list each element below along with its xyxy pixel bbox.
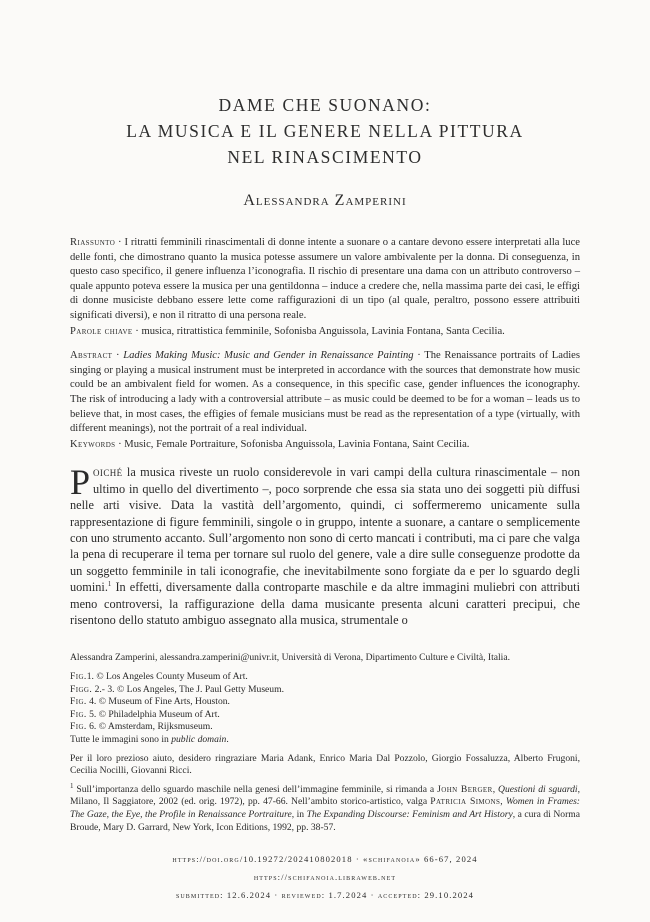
acknowledgements: Per il loro prezioso aiuto, desidero ringraziare Maria Adank, Enrico Maria Dal Pozzolo, Giorgio Fossaluzza, Alberto Frugoni, Cecilia Nocilli, Giovanni Ricci. [70, 752, 580, 777]
footnote-title: Women in Frames: The Gaze, the Eye, the Profile in Renaissance Portraiture [70, 796, 580, 820]
credit-line [70, 671, 580, 684]
credit-line [70, 684, 580, 697]
footnotes-section [70, 652, 580, 834]
parole-chiave-paragraph [70, 325, 580, 340]
footnote-author: John Berger [437, 783, 493, 795]
footnote-reference[interactable]: 1 [107, 580, 112, 589]
abstract-label: Abstract [70, 350, 113, 362]
abstract-separator: · [112, 350, 124, 362]
footnote-text: , in [291, 808, 307, 820]
body-text-part-1: la musica riveste un ruolo considerevole in vari campi della cultura rinascimentale – non ultimo in quello del divertimento –, poco sorprende che essa sia stata uno dei soggetti più diffusi nelle arti visive. Data la vastità dell’argomento, quindi, ci soffermeremo unicamente sulla rappresentazione di figure femminili, singole o in gruppo, intente a suonare, a cantare o semplicemente con uno strumento accanto. Sull’argomento non sono di certo mancati i contributi, ma ci pare che valga la pena di recuperare il tema per tornare sul ruolo del genere, vale a dire sulle conseguenze prodotte da un soggetto femminile in tali iconografie, che inevitabilmente sono forgiate da e per lo sguardo degli uomini. [70, 465, 580, 595]
author-name: Alessandra Zamperini [243, 192, 407, 209]
credit-text: 5. © Philadelphia Museum of Art. [86, 708, 220, 720]
riassunto-label: Riassunto [70, 237, 116, 248]
abstract-paragraph [70, 349, 580, 437]
abstract-section [70, 236, 580, 452]
public-domain-prefix: Tutte le immagini sono in [70, 733, 172, 745]
footnote-text: , [500, 796, 506, 808]
footnote-text: , [492, 783, 499, 795]
credit-line [70, 721, 580, 734]
doi-link[interactable]: https://doi.org/10.19272/202410802018 · «schifanoia» 66-67, 2024 [172, 854, 478, 865]
public-domain-suffix: . [226, 733, 229, 745]
affiliation: Alessandra Zamperini, alessandra.zamperini@univr.it, Università di Verona, Dipartimento Culture e Civiltà, Italia. [70, 652, 510, 664]
credit-line [70, 709, 580, 722]
footnote-text: , a cura di Norma Broude, Mary D. Garrard, New York, Icon Editions, 1992, pp. 38-57. [70, 808, 580, 833]
keywords-text: · Music, Female Portraiture, Sofonisba Anguissola, Lavinia Fontana, Saint Cecilia. [115, 438, 470, 450]
footnote-number: 1 [70, 781, 74, 790]
title-line-2: LA MUSICA E IL GENERE NELLA PITTURA [126, 121, 524, 141]
footnote-text: Sull’importanza dello sguardo maschile nella genesi dell’immagine femminile, si rimanda a [73, 783, 438, 795]
keywords-paragraph [70, 438, 580, 453]
credit-label: Fig. [70, 708, 87, 720]
submission-dates: submitted: 12.6.2024 · reviewed: 1.7.2024 · accepted: 29.10.2024 [175, 890, 475, 901]
keywords-label: Keywords [70, 438, 116, 450]
title-line-3: NEL RINASCIMENTO [227, 147, 423, 167]
riassunto-paragraph [70, 236, 580, 324]
parole-chiave-label: Parole chiave [70, 325, 133, 337]
credit-text: 2.- 3. © Los Angeles, The J. Paul Getty Museum. [92, 683, 284, 695]
page-footer [70, 852, 580, 903]
credit-label: Fig. [70, 670, 87, 682]
drop-cap: P [70, 462, 91, 503]
website-link[interactable]: https://schifanoia.libraweb.net [253, 872, 397, 883]
article-title [70, 92, 580, 170]
credit-label: Fig. [70, 721, 87, 733]
riassunto-text: · I ritratti femminili rinascimentali di donne intente a suonare o a cantare devono essere interpretati alla luce delle fonti, che dimostrano quanto la musica potesse assumere un valore ambivalente per la donna. Di conseguenza, in questo caso specifico, il genere influenza l’iconografia. Il rischio di presentare una dama con un attributo controverso – quale appunto poteva essere la musica per una gentildonna – induce a credere che, nella massima parte dei casi, le effigi di donne musiciste debbano essere lette come raffigurazioni di un tipo (al quale, peraltro, possono essere attribuiti significati diversi), e non il ritratto di una persona reale. [70, 237, 580, 321]
credits-block [70, 652, 580, 746]
parole-chiave-text: · musica, ritrattistica femminile, Sofonisba Anguissola, Lavinia Fontana, Santa Cecilia. [132, 325, 505, 337]
article-page [70, 0, 580, 906]
body-text [70, 464, 580, 628]
credit-text: 6. © Amsterdam, Rijksmuseum. [86, 721, 213, 733]
public-domain-italic: public domain [171, 733, 227, 745]
credit-label: Figg. [70, 683, 93, 695]
body-text-part-2: In effetti, diversamente dalla controparte maschile e da altre immagini muliebri con attributi meno controversi, la raffigurazione della dama musicante presenta alcuni caratteri precipui, che risentono dello statuto ambiguo assegnato alla musica, strumentale o [70, 580, 580, 627]
abstract-title: Ladies Making Music: Music and Gender in Renaissance Painting [123, 350, 414, 362]
footnote-author: Patricia Simons [430, 796, 501, 808]
footnote-title: The Expanding Discourse: Feminism and Art History [306, 808, 513, 820]
abstract-text: · The Renaissance portraits of Ladies singing or playing a musical instrument must be interpreted in accordance with the sources that demonstrate how music could be an ambivalent field for women. As a consequence, in this specific case, gender influences the iconography. The risk of introducing a lady with a controversial attribute – as music could be deemed to be for a woman – leads us to believe that, in most cases, the effigies of female musicians must be read as the representation of a type (virtually, with different meanings), not the portrait of a real individual. [70, 350, 581, 435]
footnote-1 [70, 781, 581, 834]
footnote-text: , Milano, Il Saggiatore, 2002 (ed. orig. 1972), pp. 47-66. Nell’ambito storico-artistico, valga [70, 783, 581, 808]
credit-line [70, 696, 580, 709]
public-domain-note [70, 734, 580, 747]
credit-label: Fig. [70, 696, 87, 708]
credit-text: 4. © Museum of Fine Arts, Houston. [86, 696, 230, 708]
title-line-1: DAME CHE SUONANO: [218, 95, 432, 115]
credit-text: 1. © Los Angeles County Museum of Art. [86, 670, 248, 682]
footnote-title: Questioni di sguardi [498, 783, 578, 795]
opening-smallcaps: oiché [93, 465, 123, 480]
